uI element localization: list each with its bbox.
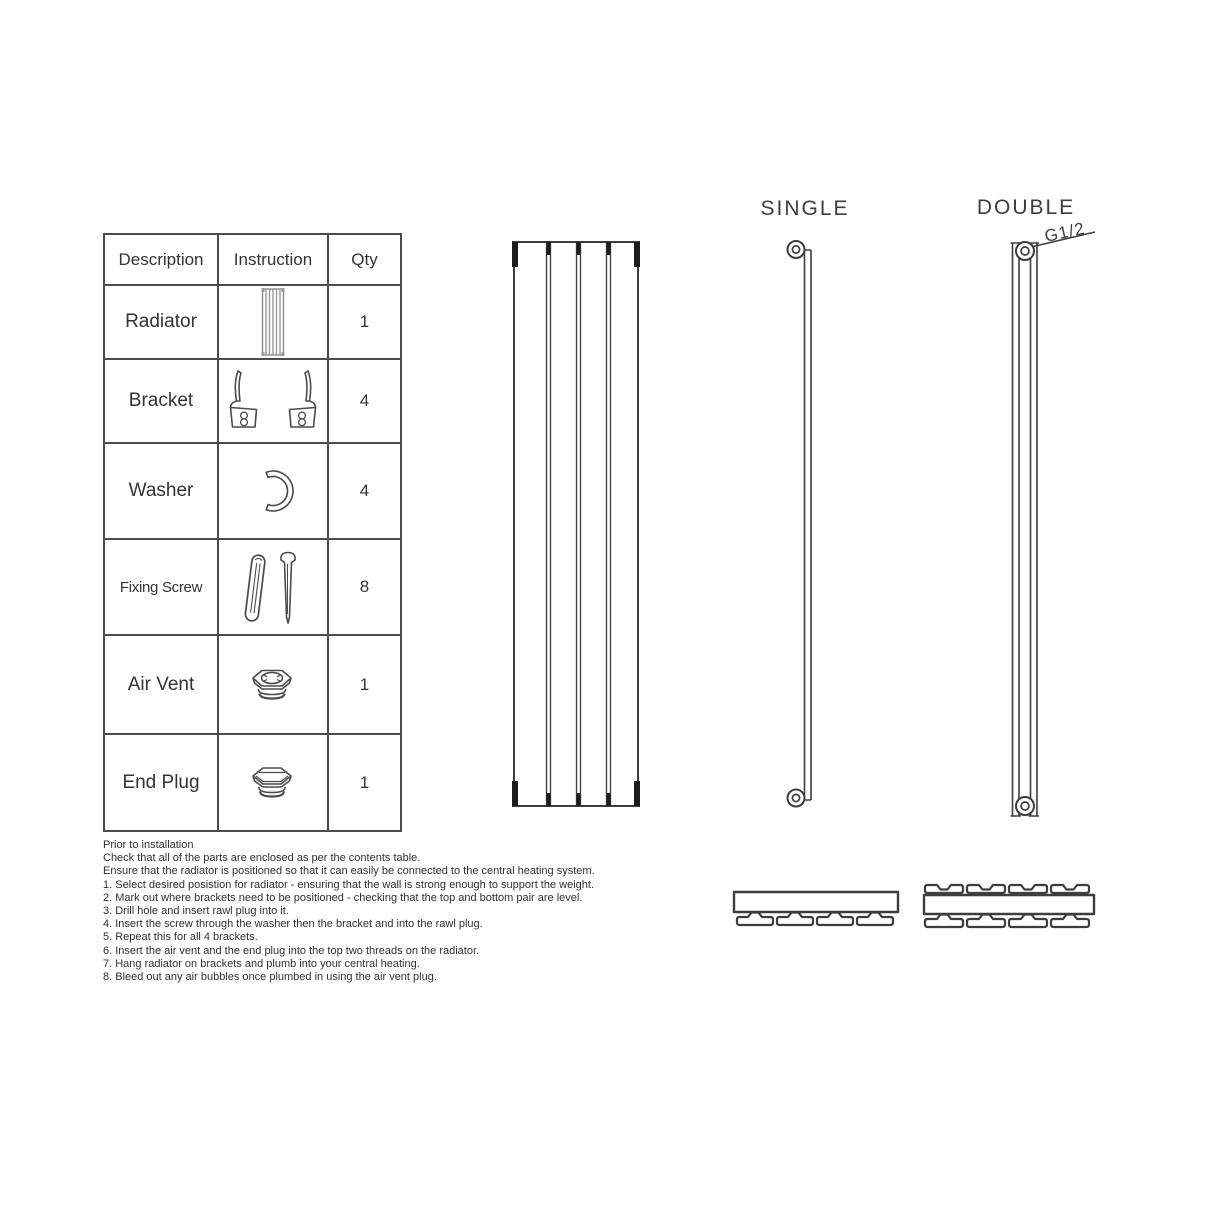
table-row-bracket bbox=[104, 359, 401, 443]
instruction-line: 3. Drill hole and insert rawl plug into it. bbox=[103, 905, 289, 918]
table-row-washer bbox=[104, 443, 401, 539]
instruction-line: 5. Repeat this for all 4 brackets. bbox=[103, 931, 258, 944]
part-description: Bracket bbox=[104, 359, 218, 443]
instruction-line: 6. Insert the air vent and the end plug into the top two threads on the radiator. bbox=[103, 944, 480, 957]
col-header-description: Description bbox=[104, 234, 218, 285]
part-qty: 1 bbox=[328, 635, 401, 734]
part-description: End Plug bbox=[104, 734, 218, 831]
part-description: Washer bbox=[104, 443, 218, 539]
thread-size-label: G1/2 bbox=[1042, 218, 1087, 246]
part-qty: 1 bbox=[328, 734, 401, 831]
instruction-line: Check that all of the parts are enclosed as per the contents table. bbox=[103, 852, 421, 865]
instruction-line: 1. Select desired posistion for radiator - ensuring that the wall is strong enough to support the weight. bbox=[103, 878, 595, 891]
part-qty: 4 bbox=[328, 443, 401, 539]
part-illustration-cell bbox=[218, 734, 328, 831]
part-description: Fixing Screw bbox=[104, 539, 218, 635]
part-qty: 4 bbox=[328, 359, 401, 443]
instruction-line: Prior to installation bbox=[103, 839, 194, 851]
part-illustration-cell bbox=[218, 285, 328, 359]
part-illustration-cell bbox=[218, 359, 328, 443]
part-description: Air Vent bbox=[104, 635, 218, 734]
part-illustration-cell bbox=[218, 635, 328, 734]
instruction-line: 8. Bleed out any air bubbles once plumbed in using the air vent plug. bbox=[103, 971, 437, 984]
single-view-label: SINGLE bbox=[760, 197, 850, 220]
part-illustration-cell bbox=[218, 443, 328, 539]
instruction-line: 4. Insert the screw through the washer then the bracket and into the rawl plug. bbox=[103, 918, 483, 931]
double-side-view bbox=[1002, 218, 1110, 824]
instruction-line: Ensure that the radiator is positioned so that it can easily be connected to the central heating system. bbox=[103, 865, 595, 878]
part-qty: 1 bbox=[328, 285, 401, 359]
installation-instructions bbox=[103, 839, 713, 984]
bracket-icon bbox=[225, 370, 321, 432]
parts-table bbox=[103, 233, 402, 832]
table-row-air-vent bbox=[104, 635, 401, 734]
instruction-line: 7. Hang radiator on brackets and plumb into your central heating. bbox=[103, 957, 420, 970]
fixing-screw-icon bbox=[234, 546, 312, 628]
air-vent-icon bbox=[247, 665, 299, 705]
part-description: Radiator bbox=[104, 285, 218, 359]
single-side-view bbox=[782, 238, 828, 813]
single-cross-section bbox=[728, 886, 904, 930]
table-row-end-plug bbox=[104, 734, 401, 831]
col-header-qty: Qty bbox=[328, 234, 401, 285]
table-row-radiator bbox=[104, 285, 401, 359]
part-illustration-cell bbox=[218, 539, 328, 635]
table-header-row bbox=[104, 234, 401, 285]
col-header-instruction: Instruction bbox=[218, 234, 328, 285]
washer-icon bbox=[245, 463, 301, 519]
instruction-line: 2. Mark out where brackets need to be positioned - checking that the top and bottom pair are level. bbox=[103, 891, 583, 904]
end-plug-icon bbox=[247, 763, 299, 803]
part-qty: 8 bbox=[328, 539, 401, 635]
double-cross-section bbox=[920, 880, 1098, 932]
radiator-front-view bbox=[512, 238, 640, 810]
double-view-label: DOUBLE bbox=[976, 196, 1076, 219]
radiator-icon bbox=[260, 286, 286, 358]
table-row-fixing-screw bbox=[104, 539, 401, 635]
